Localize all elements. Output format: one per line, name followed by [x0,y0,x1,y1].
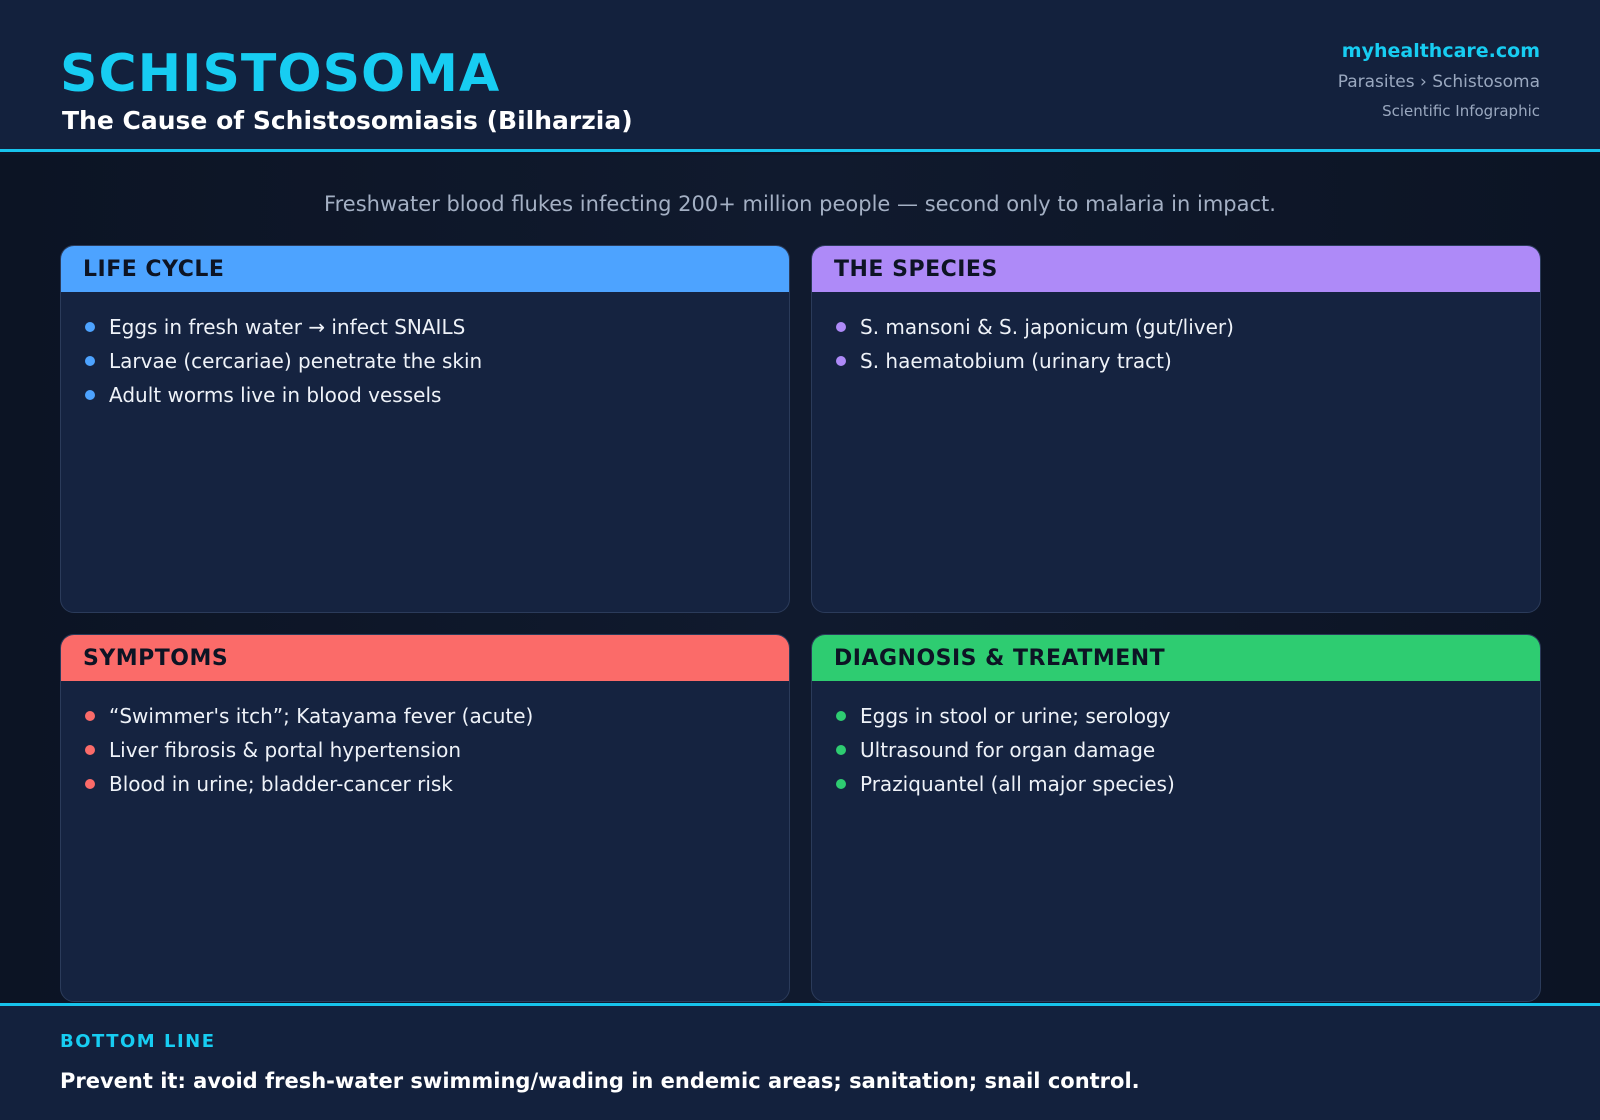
bullet-dot-icon [85,390,95,400]
bullet-dot-icon [836,711,846,721]
list-item [85,767,789,801]
list-item [836,733,1540,767]
bullet-dot-icon [836,779,846,789]
card-heading: LIFE CYCLE [61,246,789,292]
bullet-dot-icon [85,711,95,721]
list-item-text: “Swimmer's itch”; Katayama fever (acute) [109,704,534,728]
card-diagnosis-treatment [811,634,1541,1002]
list-item [85,344,789,378]
card-species [811,245,1541,613]
infographic-tag: Scientific Infographic [1382,102,1540,120]
list-item [836,699,1540,733]
main-content [0,155,1600,1003]
bullet-dot-icon [85,356,95,366]
card-list [61,681,789,801]
bullet-dot-icon [85,745,95,755]
list-item-text: Blood in urine; bladder-cancer risk [109,772,453,796]
list-item [85,378,789,412]
page-title: SCHISTOSOMA [60,44,501,104]
card-life-cycle [60,245,790,613]
card-heading: THE SPECIES [812,246,1540,292]
bottom-line-label: BOTTOM LINE [60,1031,216,1052]
breadcrumb: Parasites › Schistosoma [1337,72,1540,92]
page-subtitle: The Cause of Schistosomiasis (Bilharzia) [62,106,633,135]
bullet-dot-icon [836,322,846,332]
bullet-dot-icon [836,356,846,366]
list-item-text: S. mansoni & S. japonicum (gut/liver) [860,315,1234,339]
list-item-text: Ultrasound for organ damage [860,738,1156,762]
list-item-text: Eggs in stool or urine; serology [860,704,1171,728]
list-item-text: Praziquantel (all major species) [860,772,1175,796]
list-item [85,310,789,344]
card-heading: SYMPTOMS [61,635,789,681]
brand-site-link[interactable]: myhealthcare.com [1341,40,1540,62]
list-item [85,699,789,733]
list-item-text: S. haematobium (urinary tract) [860,349,1172,373]
footer [0,1003,1600,1120]
list-item-text: Liver fibrosis & portal hypertension [109,738,462,762]
card-symptoms [60,634,790,1002]
card-heading: DIAGNOSIS & TREATMENT [812,635,1540,681]
tagline: Freshwater blood flukes infecting 200+ million people — second only to malaria in impact. [324,192,1276,216]
brand-block [1338,38,1540,122]
card-list [812,681,1540,801]
card-list [61,292,789,412]
list-item [836,767,1540,801]
list-item [85,733,789,767]
list-item [836,344,1540,378]
list-item-text: Larvae (cercariae) penetrate the skin [109,349,483,373]
list-item-text: Eggs in fresh water → infect SNAILS [109,315,466,339]
list-item [836,310,1540,344]
list-item-text: Adult worms live in blood vessels [109,383,442,407]
bullet-dot-icon [85,322,95,332]
bottom-line-text: Prevent it: avoid fresh-water swimming/wading in endemic areas; sanitation; snail control. [60,1069,1140,1093]
header [0,0,1600,152]
bullet-dot-icon [85,779,95,789]
card-list [812,292,1540,378]
bullet-dot-icon [836,745,846,755]
